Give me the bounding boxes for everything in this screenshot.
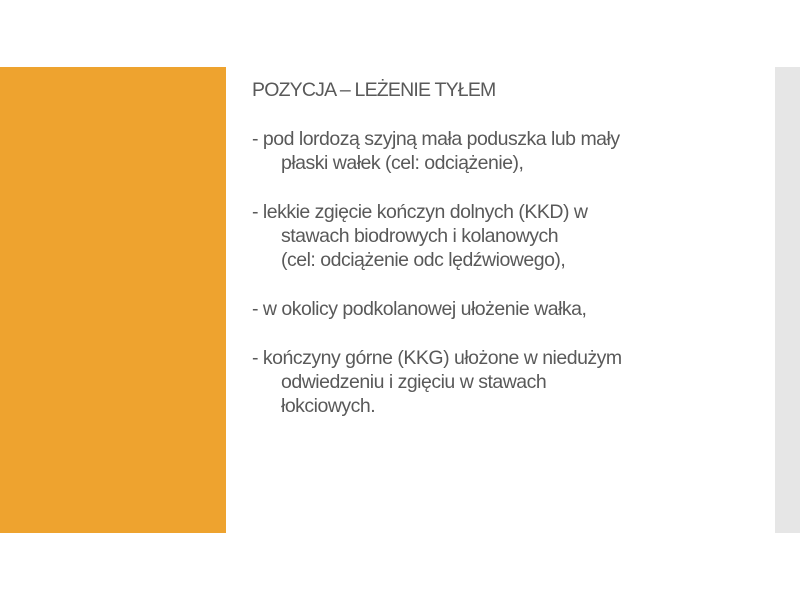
slide-content bbox=[252, 78, 757, 443]
bullet-item-pillow bbox=[252, 127, 757, 175]
bullet-line: stawach biodrowych i kolanowych bbox=[281, 225, 559, 247]
gray-side-panel bbox=[775, 67, 800, 533]
bullet-item-knee-roll bbox=[252, 297, 757, 321]
orange-accent-block bbox=[0, 67, 226, 533]
bullet-line: odwiedzeniu i zgięciu w stawach bbox=[281, 371, 547, 393]
bullet-line: (cel: odciążenie odc lędźwiowego), bbox=[281, 249, 566, 271]
bullet-line: - w okolicy podkolanowej ułożenie wałka, bbox=[252, 298, 587, 320]
bullet-line: - pod lordozą szyjną mała poduszka lub mały bbox=[252, 128, 620, 150]
bullet-item-upper-limbs bbox=[252, 346, 757, 418]
bullet-item-lower-limbs bbox=[252, 200, 757, 272]
slide-title: POZYCJA – LEŻENIE TYŁEM bbox=[252, 79, 496, 101]
bullet-line: łokciowych. bbox=[281, 395, 376, 417]
bullet-line: płaski wałek (cel: odciążenie), bbox=[281, 152, 524, 174]
bullet-line: - kończyny górne (KKG) ułożone w niedużym bbox=[252, 347, 622, 369]
bullet-list bbox=[252, 127, 757, 418]
bullet-line: - lekkie zgięcie kończyn dolnych (KKD) w bbox=[252, 201, 588, 223]
